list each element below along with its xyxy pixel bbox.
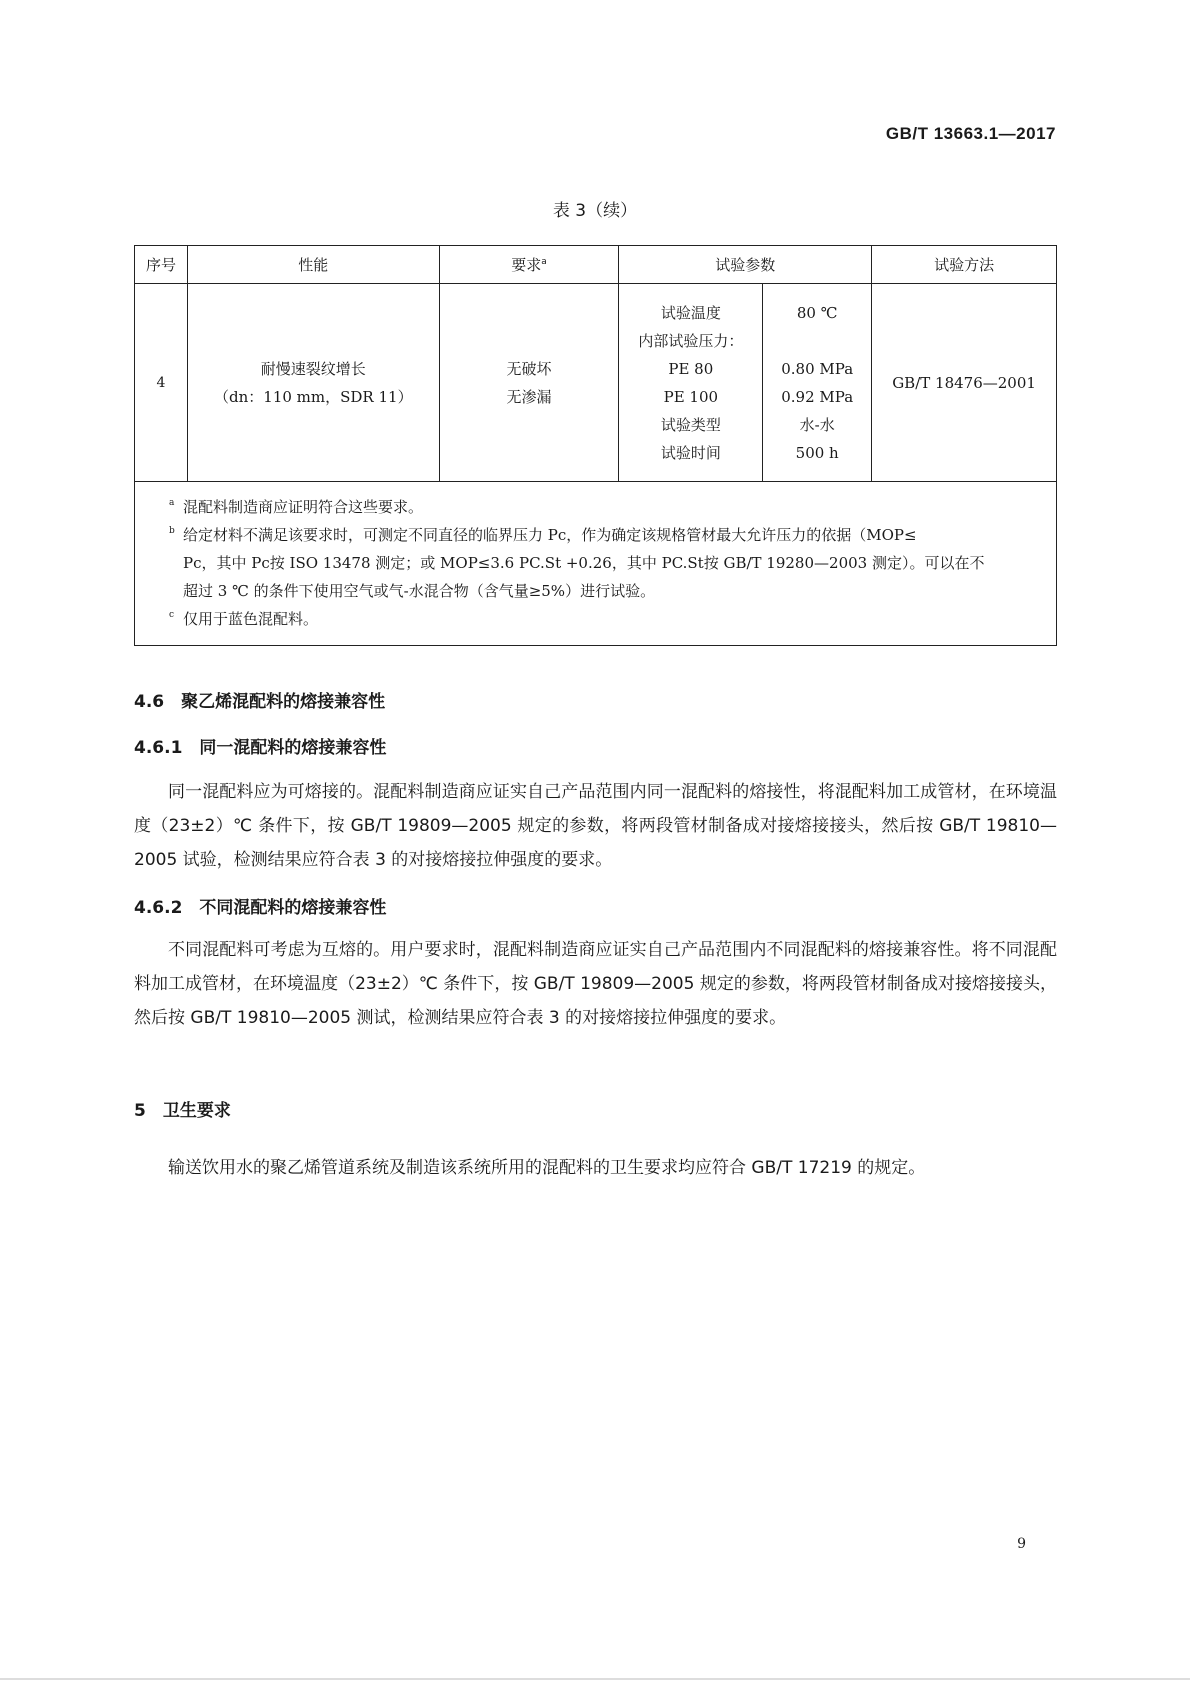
header-no: 序号 (135, 246, 188, 284)
section-4-6-heading: 4.6 聚乙烯混配料的熔接兼容性 (134, 692, 386, 712)
row-property (187, 284, 439, 482)
section-4-6-1-body: 同一混配料应为可熔接的。混配料制造商应证实自己产品范围内同一混配料的熔接性，将混配料加工成管材，在环境温度（23±2）℃ 条件下，按 GB/T 19809—2005 规定的参数，将两段管材制备成对接熔接接头，然后按 GB/T 19810—2005 试验，检测结果应符合表 3 的对接熔接拉伸强度的要求。 (134, 782, 1057, 870)
note-c-text: 仅用于蓝色混配料。 (183, 610, 319, 628)
row-param-values (763, 284, 872, 482)
note-c-mark: c (169, 610, 175, 620)
note-a (169, 493, 1046, 521)
param-value: 500 h (795, 443, 839, 462)
param-value: 0.80 MPa (781, 359, 854, 378)
note-b-text-1: 给定材料不满足该要求时，可测定不同直径的临界压力 Pc，作为确定该规格管材最大允许压力的依据（MOP≤ (183, 526, 917, 544)
param-name: PE 100 (663, 387, 719, 406)
requirement-1: 无破坏 (506, 359, 552, 378)
header-requirement (439, 246, 619, 284)
param-value: 水-水 (799, 415, 835, 434)
table-row (135, 284, 1057, 482)
row-test-method: GB/T 18476—2001 (872, 284, 1057, 482)
row-number: 4 (135, 284, 188, 482)
param-name: PE 80 (668, 359, 714, 378)
param-name: 试验类型 (660, 415, 721, 434)
section-4-6-1-heading: 4.6.1 同一混配料的熔接兼容性 (134, 738, 387, 758)
property-name: 耐慢速裂纹增长 (260, 359, 366, 378)
standard-code: GB/T 13663.1—2017 (885, 124, 1056, 143)
param-name: 试验温度 (660, 303, 721, 322)
note-b-cont-2: 超过 3 ℃ 的条件下使用空气或气-水混合物（含气量≥5%）进行试验。 (183, 582, 656, 600)
table-notes-row (135, 482, 1057, 646)
section-4-6-2-heading: 4.6.2 不同混配料的熔接兼容性 (134, 898, 387, 918)
param-name: 内部试验压力： (638, 331, 744, 350)
header-property: 性能 (187, 246, 439, 284)
header-requirement-footnote-mark: a (541, 257, 547, 267)
header-requirement-label: 要求 (511, 256, 542, 274)
note-a-text: 混配料制造商应证明符合这些要求。 (183, 498, 424, 516)
property-spec: （dn：110 mm，SDR 11） (214, 387, 413, 406)
row-requirement (439, 284, 619, 482)
page-number: 9 (1017, 1536, 1026, 1552)
header-test-method: 试验方法 (872, 246, 1057, 284)
section-4-6-2-body: 不同混配料可考虑为互熔的。用户要求时，混配料制造商应证实自己产品范围内不同混配料的熔接兼容性。将不同混配料加工成管材，在环境温度（23±2）℃ 条件下，按 GB/T 19809—2005 规定的参数，将两段管材制备成对接熔接接头，然后按 GB/T 19810—2005 测试，检测结果应符合表 3 的对接熔接拉伸强度的要求。 (134, 940, 1057, 1028)
note-a-mark: a (169, 498, 175, 508)
header-test-params: 试验参数 (619, 246, 872, 284)
note-b-mark: b (169, 526, 175, 536)
section-5-body: 输送饮用水的聚乙烯管道系统及制造该系统所用的混配料的卫生要求均应符合 GB/T 17219 的规定。 (168, 1158, 926, 1178)
param-value: 0.92 MPa (781, 387, 854, 406)
param-name: 试验时间 (660, 443, 721, 462)
section-5-heading: 5 卫生要求 (134, 1101, 231, 1121)
table-notes (135, 482, 1057, 646)
spec-table (134, 245, 1057, 646)
param-value (763, 327, 871, 355)
row-param-names (619, 284, 763, 482)
table-title: 表 3（续） (552, 201, 638, 221)
requirement-2: 无渗漏 (506, 387, 552, 406)
note-b (169, 521, 1046, 549)
page-bottom-divider (0, 1678, 1190, 1680)
note-b-cont-1: Pc，其中 Pc按 ISO 13478 测定；或 MOP≤3.6 PC.St +0.26，其中 PC.St按 GB/T 19280—2003 测定）。可以在不 (183, 554, 985, 572)
table-header-row (135, 246, 1057, 284)
param-value: 80 ℃ (796, 303, 838, 322)
note-c (169, 605, 1046, 633)
